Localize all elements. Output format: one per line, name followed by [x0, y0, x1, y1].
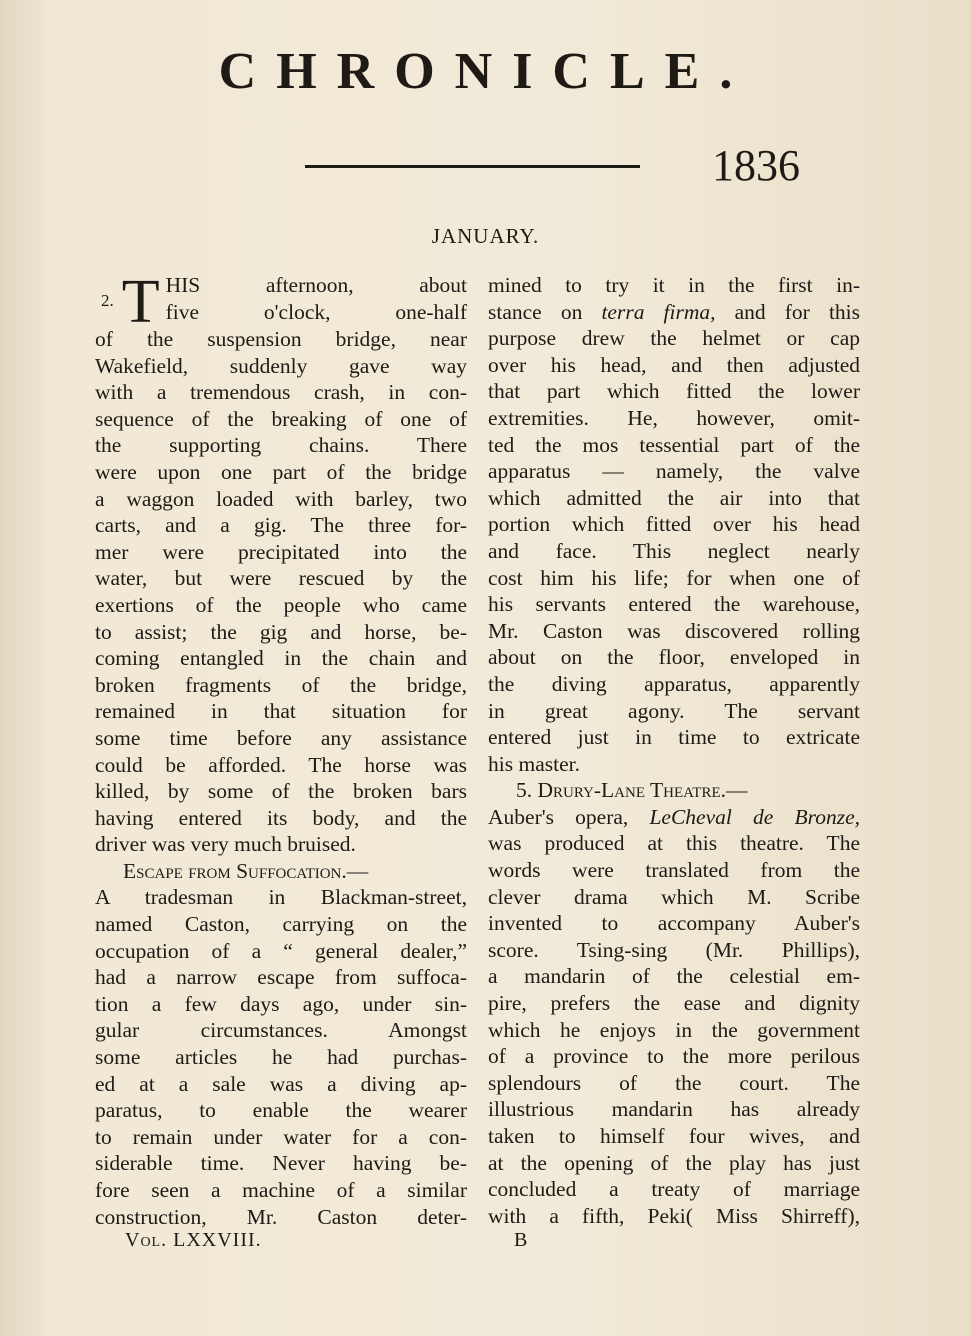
text-line: exertions of the people who came: [95, 592, 467, 617]
text-line: with a tremendous crash, in con-: [95, 380, 467, 405]
text-line: Auber's opera, LeCheval de Bronze,: [488, 804, 860, 829]
text-line: which he enjoys in the government: [488, 1017, 860, 1042]
text-line: remained in that situation for: [95, 699, 467, 724]
text-line: and face. This neglect nearly: [488, 538, 860, 563]
left-column: [95, 268, 467, 1230]
text-line: to remain under water for a con-: [95, 1124, 467, 1149]
text-line: some time before any assistance: [95, 725, 467, 750]
text-line: portion which fitted over his head: [488, 512, 860, 537]
text-line: concluded a treaty of marriage: [488, 1177, 860, 1202]
text-line: entered just in time to extricate: [488, 725, 860, 750]
escape-paragraph: [95, 858, 467, 1230]
text-line: a mandarin of the celestial em-: [488, 964, 860, 989]
date-number: 2.: [101, 291, 114, 310]
text-line: the diving apparatus, apparently: [488, 671, 860, 696]
text-line: some articles he had purchas-: [95, 1045, 467, 1070]
text-line: water, but were rescued by the: [95, 566, 467, 591]
text-line: ed at a sale was a diving ap-: [95, 1071, 467, 1096]
text-line: tion a few days ago, under sin-: [95, 991, 467, 1016]
text-line: illustrious mandarin has already: [488, 1097, 860, 1122]
text-line: his servants entered the warehouse,: [488, 592, 860, 617]
text-line: of a province to the more perilous: [488, 1044, 860, 1069]
text-line: five o'clock, one-half: [165, 299, 467, 324]
text-line: mer were precipitated into the: [95, 539, 467, 564]
text-line: words were translated from the: [488, 858, 860, 883]
text-line: invented to accompany Auber's: [488, 911, 860, 936]
text-line: his master.: [488, 751, 580, 776]
year-label: 1836: [712, 141, 800, 190]
month-heading: JANUARY.: [431, 224, 540, 248]
text-line: having entered its body, and the: [95, 805, 467, 830]
text-line: were upon one part of the bridge: [95, 459, 467, 484]
text-line: a waggon loaded with barley, two: [95, 486, 467, 511]
text-line: score. Tsing-sing (Mr. Phillips),: [488, 937, 860, 962]
text-line: taken to himself four wives, and: [488, 1124, 860, 1148]
text-line: had a narrow escape from suffoca-: [95, 965, 467, 990]
text-line: was produced at this theatre. The: [488, 831, 860, 856]
text-line: clever drama which M. Scribe: [488, 884, 860, 909]
text-line: at the opening of the play has just: [488, 1150, 860, 1175]
page-title: CHRONICLE.: [218, 43, 753, 100]
text-line: broken fragments of the bridge,: [95, 672, 467, 697]
text-line: stance on terra firma, and for this: [488, 299, 861, 324]
text-line: apparatus — namely, the valve: [488, 459, 860, 484]
section-heading: Escape from Suffocation.—: [123, 858, 369, 883]
section-heading: 5. Drury-Lane Theatre.—: [516, 778, 748, 803]
text-line: fore seen a machine of a similar: [95, 1178, 467, 1202]
text-line: ted the mos tessential part of the: [488, 432, 860, 457]
text-line: driver was very much bruised.: [95, 832, 356, 857]
text-line: in great agony. The servant: [488, 698, 860, 723]
text-line: A tradesman in Blackman-street,: [95, 885, 467, 910]
drop-cap: T: [121, 268, 160, 336]
text-line: the supporting chains. There: [95, 433, 467, 458]
text-line: mined to try it in the first in-: [488, 273, 860, 297]
opening-paragraph: [95, 268, 467, 858]
text-line: of the suspension bridge, near: [95, 327, 467, 351]
text-line: construction, Mr. Caston deter-: [95, 1204, 467, 1229]
text-line: splendours of the court. The: [488, 1070, 860, 1095]
text-line: Mr. Caston was discovered rolling: [488, 618, 860, 643]
text-line: siderable time. Never having be-: [95, 1151, 467, 1176]
text-line: gular circumstances. Amongst: [95, 1018, 467, 1043]
text-line: paratus, to enable the wearer: [95, 1098, 467, 1123]
text-line: Wakefield, suddenly gave way: [95, 353, 467, 378]
text-line: occupation of a “ general dealer,”: [95, 938, 467, 963]
text-line: pire, prefers the ease and dignity: [488, 991, 860, 1016]
text-line: coming entangled in the chain and: [95, 646, 467, 671]
text-line: named Caston, carrying on the: [95, 912, 467, 937]
text-line: sequence of the breaking of one of: [95, 406, 467, 431]
title-rule: [305, 165, 640, 168]
text-line: which admitted the air into that: [488, 485, 860, 510]
text-line: over his head, and then adjusted: [488, 352, 860, 377]
text-line: killed, by some of the broken bars: [95, 779, 467, 804]
text-line: purpose drew the helmet or cap: [488, 326, 860, 351]
text-line: extremities. He, however, omit-: [488, 405, 860, 430]
text-line: with a fifth, Peki( Miss Shirreff),: [488, 1203, 860, 1228]
signature-mark: B: [514, 1229, 528, 1251]
text-line: cost him his life; for when one of: [488, 565, 860, 590]
text-line: to assist; the gig and horse, be-: [95, 619, 467, 644]
text-line: carts, and a gig. The three for-: [95, 513, 467, 538]
right-column: [488, 272, 860, 1229]
text-line: HIS afternoon, about: [165, 273, 467, 297]
text-line: could be afforded. The horse was: [95, 752, 467, 777]
text-line: about on the floor, enveloped in: [488, 645, 860, 670]
volume-footer: Vol. LXXVIII.: [125, 1229, 262, 1251]
text-line: that part which fitted the lower: [488, 379, 860, 404]
